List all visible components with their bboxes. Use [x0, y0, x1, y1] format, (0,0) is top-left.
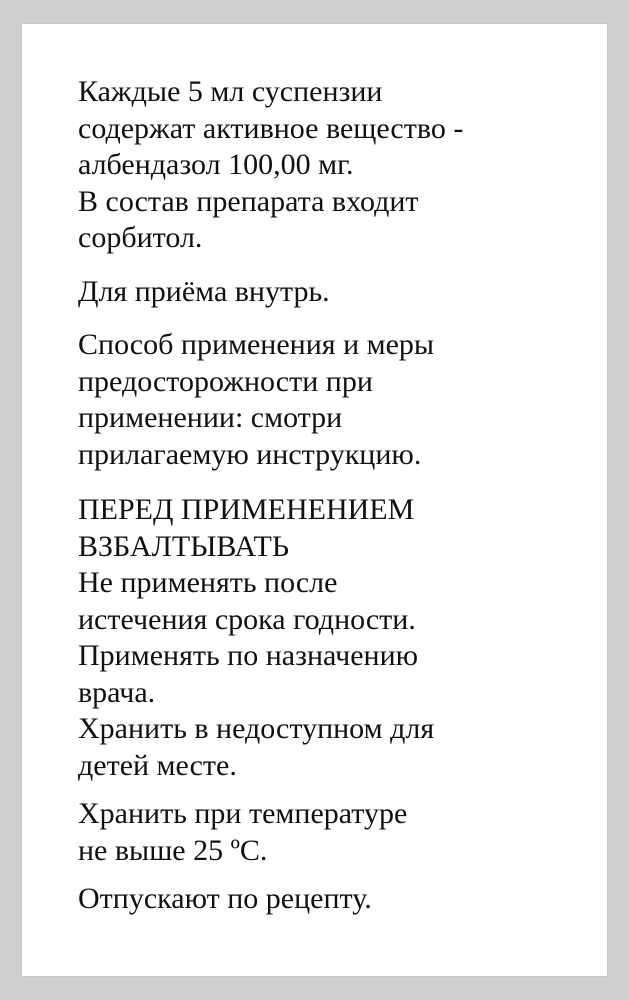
warning-line: ВЗБАЛТЫВАТЬ [78, 529, 290, 563]
composition-line: албендазол 100,00 мг. [78, 148, 354, 181]
section-gap [78, 784, 598, 796]
route-section [78, 274, 598, 311]
warning-line: детей месте. [78, 748, 237, 782]
label-text-block [78, 74, 598, 918]
warnings-section [78, 492, 598, 784]
storage-section [78, 796, 598, 869]
composition-line: Каждые 5 мл суспензии [78, 75, 383, 108]
composition-line: В состав препарата входит [78, 184, 419, 218]
method-line: предосторожности при [78, 364, 373, 398]
section-gap [78, 310, 598, 327]
dispensing-section [78, 881, 598, 918]
method-line: Способ применения и меры [78, 328, 435, 361]
warning-line: Не применять после [78, 566, 338, 599]
composition-section [78, 74, 598, 257]
method-section [78, 327, 598, 473]
composition-line: сорбитол. [78, 221, 203, 254]
warning-line: врача. [78, 675, 156, 709]
section-gap [78, 473, 598, 492]
dispensing-line: Отпускают по рецепту. [78, 882, 372, 915]
section-gap [78, 869, 598, 881]
method-line: применении: смотри [78, 401, 343, 434]
storage-line: не выше 25 ºС. [78, 833, 268, 867]
composition-line: содержат активное вещество - [78, 111, 464, 145]
medicine-label-panel [22, 24, 607, 976]
method-line: прилагаемую инструкцию. [78, 437, 422, 471]
warning-line: ПЕРЕД ПРИМЕНЕНИЕМ [78, 493, 415, 526]
warning-line: Применять по назначению [78, 639, 419, 672]
route-line: Для приёма внутрь. [78, 274, 330, 308]
storage-line: Хранить при температуре [78, 797, 408, 830]
warning-line: Хранить в недоступном для [78, 712, 435, 745]
section-gap [78, 257, 598, 274]
warning-line: истечения срока годности. [78, 602, 416, 636]
